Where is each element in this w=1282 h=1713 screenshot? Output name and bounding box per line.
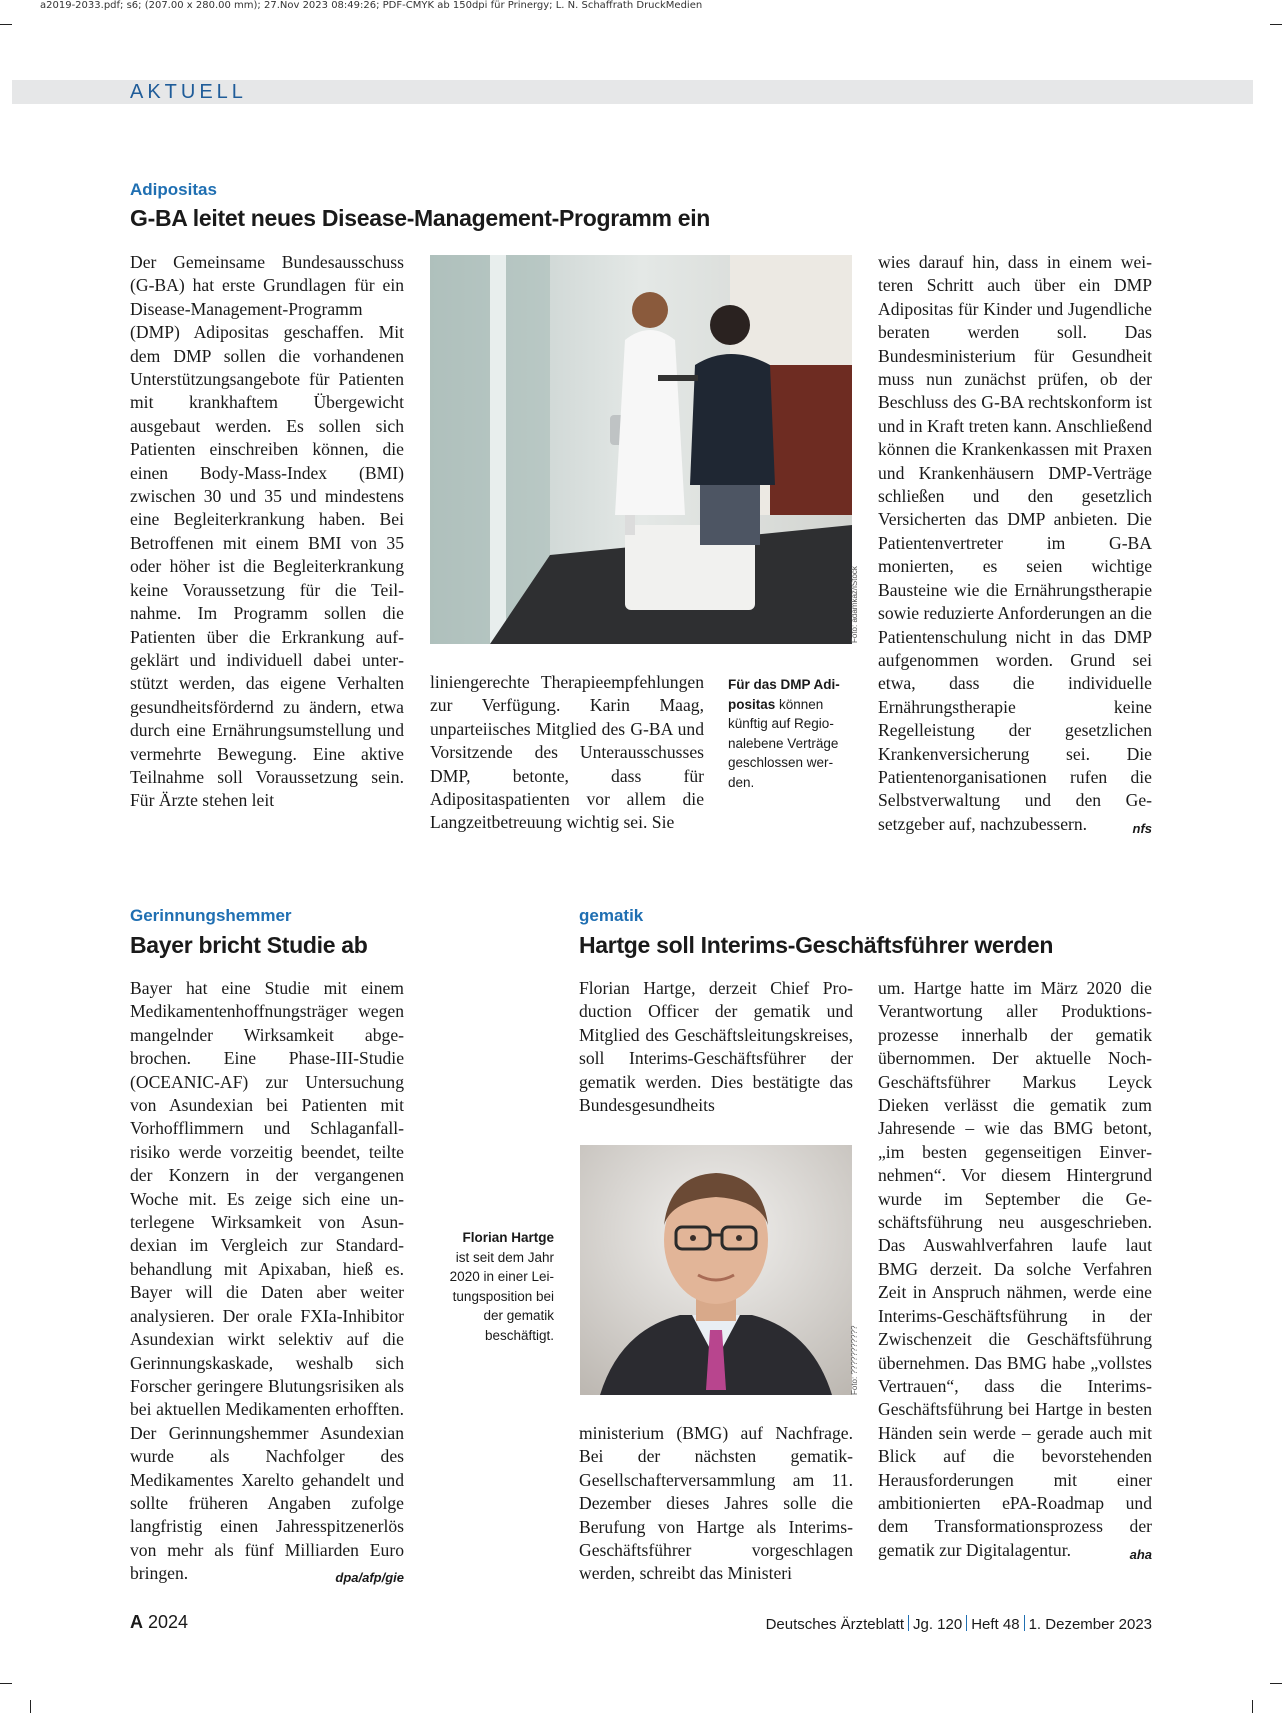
article1-column-2 — [430, 671, 704, 835]
article1-caption-text: können künftig auf Regionalebene Verträge geschlossen werden. — [728, 696, 839, 790]
article3-headline: Hartge soll Interims-Geschäftsführer werden — [579, 932, 1054, 958]
journal-name: Deutsches Ärzteblatt — [765, 1616, 904, 1633]
article1-kicker: Adipositas — [130, 180, 217, 199]
crop-mark — [1270, 1683, 1282, 1684]
article2-signature: dpa/afp/gie — [335, 1570, 404, 1586]
article3-col1-bottom-text: ministerium (BMG) auf Nachfrage. Bei der nächsten gematik-Gesellschafterversammlung am 11. Dezember dieses Jahres solle die Berufung von Hartge als Interims-Geschäftsführer vorgeschlagen werden, schreibt das Ministeri — [579, 1423, 853, 1584]
article1-photo-credit: Foto: adamkaz/iStock — [850, 566, 859, 643]
article3-photo-caption — [430, 1228, 554, 1345]
article3-column-1-top — [579, 977, 853, 1117]
article3-signature: aha — [1129, 1546, 1152, 1562]
journal-volume: Jg. 120 — [913, 1616, 963, 1633]
page-letter: A — [130, 1612, 143, 1632]
journal-info — [766, 1615, 1152, 1633]
article3-caption-text: ist seit dem Jahr 2020 in einer Leitungsposition bei der gematik beschäftigt. — [449, 1249, 554, 1343]
article1-col3-text: wies darauf hin, dass in einem weiteren Schritt auch über ein DMP Adipositas für Kinder und Jugendliche beraten werden soll. Das Bundesministerium für Gesundheit muss nun zunächst prüfen, ob der Beschluss des G-BA rechtskonform ist und in Kraft treten kann. Anschließend können die Krankenkassen mit Praxen und Krankenhäusern DMP-Verträge schließen und den gesetzlich Versicherten das DMP anbieten. Die Patientenvertreter im G-BA monierten, es seien wichtige Bausteine wie die Ernährungstherapie sowie reduzierte Anforderungen an die Patientenschulung nicht in das DMP aufgenommen worden. Grund sei etwa, dass die individuelle Ernährungstherapie keine Regelleistung der gesetzlichen Krankenversicherung sei. Die Patientenorganisationen rufen die Selbstverwaltung und den Gesetzgeber auf, nachzubessern. — [878, 252, 1152, 834]
page-number — [130, 1612, 188, 1633]
article2-body — [130, 977, 404, 1590]
article3-column-1-bottom — [579, 1422, 853, 1586]
article3-caption-bold: Florian Hartge — [462, 1230, 554, 1245]
crop-mark — [1252, 1700, 1253, 1713]
crop-mark — [0, 24, 12, 25]
article1-col2-text: liniengerechte Therapieempfehlungen zur Verfügung. Karin Maag, unparteiisches Mitglied des G-BA und Vorsitzende des Unterausschusses DMP, betonte, dass für Adipositaspatienten vor allem die Langzeitbetreuung wichtig sei. Sie — [430, 672, 704, 833]
portrait-man-glasses — [580, 1145, 852, 1395]
crop-mark — [0, 1683, 12, 1684]
article2-headline: Bayer bricht Studie ab — [130, 932, 368, 958]
article1-photo — [430, 255, 852, 644]
separator — [1024, 1615, 1025, 1631]
photo-doctor-patient-scale — [430, 255, 852, 644]
crop-mark — [30, 1700, 31, 1713]
article2-body-text: Bayer hat eine Studie mit einem Medikamentenhoffnungsträger wegen mangelnder Wirksamkeit abgebrochen. Eine Phase-III-Studie (OCEANIC-AF) zur Untersuchung von Asundexian bei Patienten mit Vorhofflimmern und Schlaganfallrisiko werde vorzeitig beendet, teilte der Konzern in der vergangenen Woche mit. Es zeige sich eine unterlegene Wirksamkeit von Asundexian im Vergleich zur Standardbehandlung mit Apixaban, hieß es. Bayer will die Daten aber weiter analysieren. Der orale FXIa-Inhibitor Asundexian wirkt selektiv auf die Gerinnungskaskade, weshalb sich Forscher geringere Blutungsrisiken als bei aktuellen Medikamenten erhofften. Der Gerinnungshemmer Asundexian wurde als Nachfolger des Medikamentes Xarelto gehandelt und sollte früheren Angaben zufolge langfristig einen Jahresspitzenerlös von mehr als fünf Milliarden Euro bringen. — [130, 978, 404, 1584]
article1-headline: G-BA leitet neues Disease-Management-Programm ein — [130, 205, 711, 231]
article1-column-1 — [130, 251, 404, 813]
article1-photo-caption — [728, 675, 843, 792]
article1-column-3 — [878, 251, 1152, 840]
article3-portrait-photo — [580, 1145, 852, 1395]
article2-kicker: Gerinnungshemmer — [130, 906, 292, 925]
journal-issue: Heft 48 — [971, 1616, 1020, 1633]
article3-col1-top-text: Florian Hartge, derzeit Chief Production Officer der gematik und Mitglied des Geschäftsleitungskreises, soll Interims-Geschäftsführer der gematik werden. Dies bestätigte das Bundesgesundheits — [579, 978, 853, 1116]
section-label: AKTUELL — [130, 81, 247, 103]
journal-date: 1. Dezember 2023 — [1028, 1616, 1152, 1633]
separator — [908, 1615, 909, 1631]
article1-signature: nfs — [1132, 820, 1152, 836]
article3-column-2 — [878, 977, 1152, 1566]
article3-photo-credit: Foto: ??????????? — [850, 1325, 859, 1395]
printer-line: a2019-2033.pdf; s6; (207.00 x 280.00 mm); 27.Nov 2023 08:49:26; PDF-CMYK ab 150dpi für Prinergy; L. N. Schaffrath DruckMedien — [40, 0, 703, 11]
crop-mark — [1270, 24, 1282, 25]
article1-col1-text: Der Gemeinsame Bundesausschuss (G-BA) hat erste Grundlagen für ein Disease-Management-Programm (DMP) Adipositas geschaffen. Mit dem DMP sollen die vorhandenen Unterstützungsangebote für Patienten mit krankhaftem Übergewicht ausgebaut werden. Es sollen sich Patienten einschreiben können, die einen Body-Mass-Index (BMI) zwischen 30 und 35 und mindestens eine Begleiterkrankung haben. Bei Betroffenen mit einem BMI von 35 oder höher ist die Begleiterkrankung keine Voraussetzung für die Teilnahme. Im Programm sollen die Patienten über die Erkrankung aufgeklärt und individuell dabei unterstützt werden, das eigene Verhalten gesundheitsfördernd zu ändern, etwa durch eine Ernährungsumstellung und vermehrte Bewegung. Eine aktive Teilnahme soll Voraussetzung sein. Für Ärzte stehen leit — [130, 252, 404, 811]
separator — [966, 1615, 967, 1631]
article3-kicker: gematik — [579, 906, 644, 925]
article3-col2-text: um. Hartge hatte im März 2020 die Verantwortung aller Produktionsprozesse innerhalb der gematik übernommen. Der aktuelle Noch-Geschäftsführer Markus Leyck Dieken verlässt die gematik zum Jahresende – wie das BMG betont, „im besten gegenseitigen Einvernehmen“. Vor diesem Hintergrund wurde im September die Geschäftsführung neu ausgeschrieben. Das Auswahlverfahren laufe laut BMG derzeit. Da solche Verfahren Zeit in Anspruch nähmen, werde eine Interims-Geschäftsführung in der Zwischenzeit die Geschäftsführung übernehmen. Das BMG habe „vollstes Vertrauen“, dass die Interims-Geschäftsführung bei Hartge in besten Händen sein werde – gerade auch mit Blick auf die bevorstehenden Herausforderungen mit einer ambitionierten ePA-Roadmap und dem Transformationsprozess der gematik zur Digitalagentur. — [878, 978, 1152, 1560]
article1-caption-bold: Für das DMP Adipositas — [728, 677, 840, 712]
page-number-value: 2024 — [148, 1612, 189, 1632]
